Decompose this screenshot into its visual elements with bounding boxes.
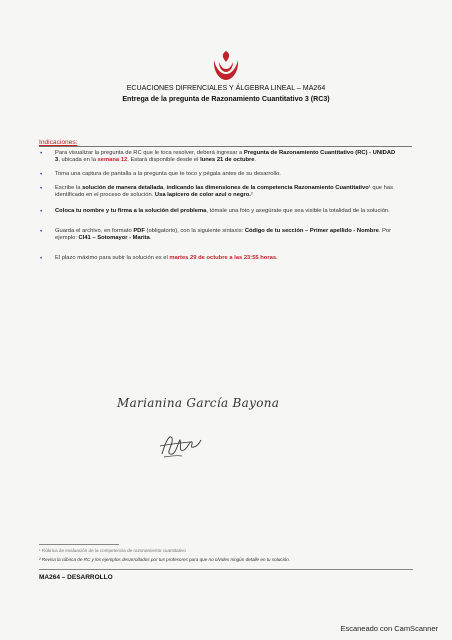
bullet-dot-icon: • — [40, 208, 43, 215]
instruction-text-part: . Estará disponible desde el — [127, 157, 201, 164]
footer-divider — [39, 569, 413, 570]
instruction-text-part: El plazo máximo para subir la solución es el — [55, 255, 170, 261]
instruction-text-part: Para visualizar la pregunta de RC que le toca resolver, deberá ingresar a — [55, 150, 244, 156]
camscanner-watermark: Escaneado con CamScanner — [340, 624, 438, 633]
instructions-label: Indicaciones: — [39, 139, 78, 146]
instruction-text-part: Escribe la — [55, 185, 83, 191]
instruction-text-part: Toma una captura de pantalla a la pregunta que te toco y pégala antes de su desarrollo. — [55, 171, 281, 177]
course-footer-label: MA264 – DESARROLLO — [39, 574, 113, 581]
bullet-dot-icon: • — [40, 228, 43, 235]
instruction-text-part: martes 29 de octubre a las 23:55 horas. — [169, 255, 278, 261]
bullet-dot-icon: • — [40, 185, 43, 192]
footnote-divider — [39, 544, 119, 545]
footnote-1: ¹ Rúbrica de evaluación de la competencia de razonamiento cuantitativo — [39, 548, 186, 553]
instruction-text-part: ¹ — [368, 185, 371, 191]
instruction-text — [55, 228, 397, 243]
bullet-dot-icon: • — [40, 255, 43, 262]
instruction-text — [55, 171, 397, 178]
bullet-dot-icon: • — [40, 171, 43, 178]
instruction-text — [55, 185, 397, 200]
document-subtitle: Entrega de la pregunta de Razonamiento Cuantitativo 3 (RC3) — [122, 95, 330, 103]
instruction-text-part: Código de tu sección – Primer apellido - Nombre — [244, 228, 379, 234]
instruction-text-part: CI41 – Sotomayor - Marita — [78, 235, 150, 242]
instruction-text-part: . Por ejemplo: — [55, 228, 392, 242]
instruction-text-part: que has identificado en el proceso de solución. — [55, 185, 393, 199]
instruction-text-part: Coloca tu nombre y tu firma a la solución del problema — [55, 208, 207, 214]
instruction-text-part: . — [149, 235, 152, 242]
instruction-text-part: semana 12 — [97, 157, 128, 164]
bullet-dot-icon: • — [40, 150, 43, 157]
instruction-text-part: indicando las dimensiones de la competencia Razonamiento Cuantitativo — [166, 185, 369, 191]
instruction-text-part: PDF — [133, 228, 145, 234]
instruction-text-part: Pregunta de Razonamiento Cuantitativo (RC) - UNIDAD 3 — [55, 150, 396, 164]
document-title: ECUACIONES DIFRENCIALES Y ÁLGEBRA LINEAL – MA264 — [126, 84, 326, 92]
instruction-text-part: Usa lapicero de color azul o negro. — [154, 192, 251, 199]
instruction-text — [55, 208, 397, 215]
instruction-text-part: , tómale una foto y asegúrate que sea visible la totalidad de la solución. — [206, 208, 390, 214]
instruction-text-part: , ubicada en la — [58, 157, 98, 164]
instruction-text — [55, 150, 397, 165]
student-name-handwritten: Marianina García Bayona — [117, 396, 280, 410]
instruction-text-part: ² — [250, 192, 253, 199]
instruction-text — [55, 255, 397, 262]
footnote-2: ² Revisa la rúbrica de RC y los ejemplos desarrollados por tus profesores para que no olvides ningún detalle en tu solución. — [39, 557, 291, 562]
instruction-text-part: Guarda el archivo, en formato — [55, 228, 134, 234]
instruction-text-part: (obligatorio), con la siguiente sintaxis: — [144, 228, 245, 234]
instruction-text-part: solución de manera detallada — [82, 185, 164, 191]
instruction-text-part: . — [254, 157, 257, 164]
instruction-text-part: , — [163, 185, 167, 191]
upc-flame-logo — [211, 50, 241, 82]
instructions-divider — [39, 146, 412, 147]
instruction-text-part: lunes 21 de octubre — [200, 157, 255, 164]
handwritten-signature — [156, 430, 204, 460]
